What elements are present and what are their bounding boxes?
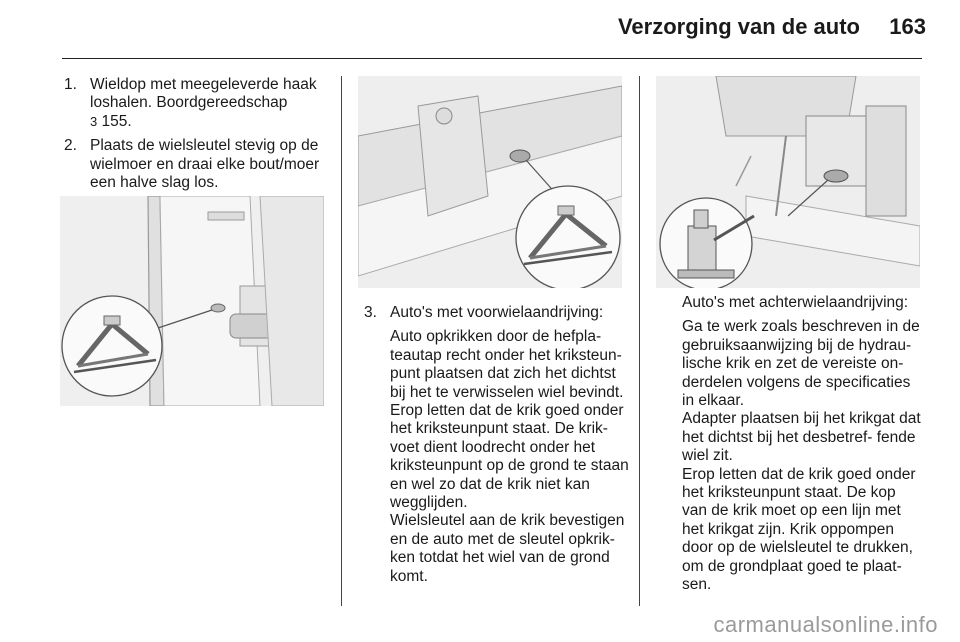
column-divider-1 — [341, 76, 342, 606]
step-1 — [64, 76, 334, 131]
column-3-text — [682, 294, 922, 595]
step-3-paragraph-1: Auto opkrikken door de hefpla- teautap recht onder het kriksteun- punt plaatsen dat zich het dichtst bij het te verwisselen wiel bevindt. — [390, 328, 624, 401]
reference-arrow-icon: 3 — [90, 113, 98, 129]
rear-wheel-drive-paragraph-1: Ga te werk zoals beschreven in de gebruiksaanwijzing bij de hydrau- lische krik en zet de vereiste on- derdelen volgens de specificaties in elkaar. — [682, 318, 920, 410]
rear-wheel-drive-heading: Auto's met achterwielaandrijving: — [682, 294, 909, 311]
step-1-page-ref[interactable]: 155. — [101, 112, 132, 130]
watermark: carmanualsonline.info — [713, 612, 938, 637]
step-3-paragraph-2: Erop letten dat de krik goed onder het kriksteunpunt staat. De krik- voet dient loodrecht onder het kriksteunpunt op de grond te staan en wel zo dat de krik niet kan wegglijden. — [390, 402, 629, 512]
column-1-text — [64, 76, 334, 198]
step-3-paragraph-3: Wielsleutel aan de krik bevestigen en de auto met de sleutel opkrik- ken totdat het wiel van de grond komt. — [390, 512, 625, 585]
hydraulic-jack-illustration — [656, 76, 920, 288]
column-divider-2 — [639, 76, 640, 606]
step-2-number: 2. — [64, 137, 77, 155]
step-3 — [364, 304, 630, 586]
rear-wheel-drive-paragraph-2: Adapter plaatsen bij het krikgat dat het dichtst bij het desbetref- fende wiel zit. — [682, 410, 921, 465]
header-rule — [62, 58, 922, 59]
jack-position-illustration-2 — [358, 76, 622, 288]
rear-wheel-drive-paragraph-3: Erop letten dat de krik goed onder het kriksteunpunt staat. De kop van de krik moet op een lijn met het krikgat zijn. Krik oppompen door op de wielsleutel te drukken, om de grondplaat goed te plaat- sen. — [682, 465, 916, 594]
step-1-number: 1. — [64, 76, 77, 93]
page-number: 163 — [889, 14, 926, 39]
step-3-heading: Auto's met voorwielaandrijving: — [390, 304, 604, 321]
page-title: Verzorging van de auto — [617, 14, 860, 39]
step-3-number: 3. — [364, 304, 377, 321]
jack-position-illustration-1 — [60, 196, 324, 406]
step-2 — [64, 137, 334, 192]
column-2-text — [364, 304, 630, 592]
step-1-text: Wieldop met meegeleverde haak loshalen. Boordgereedschap — [90, 76, 317, 112]
step-2-text: Plaats de wielsleutel stevig op de wielmoer en draai elke bout/moer een halve slag los. — [90, 137, 320, 192]
